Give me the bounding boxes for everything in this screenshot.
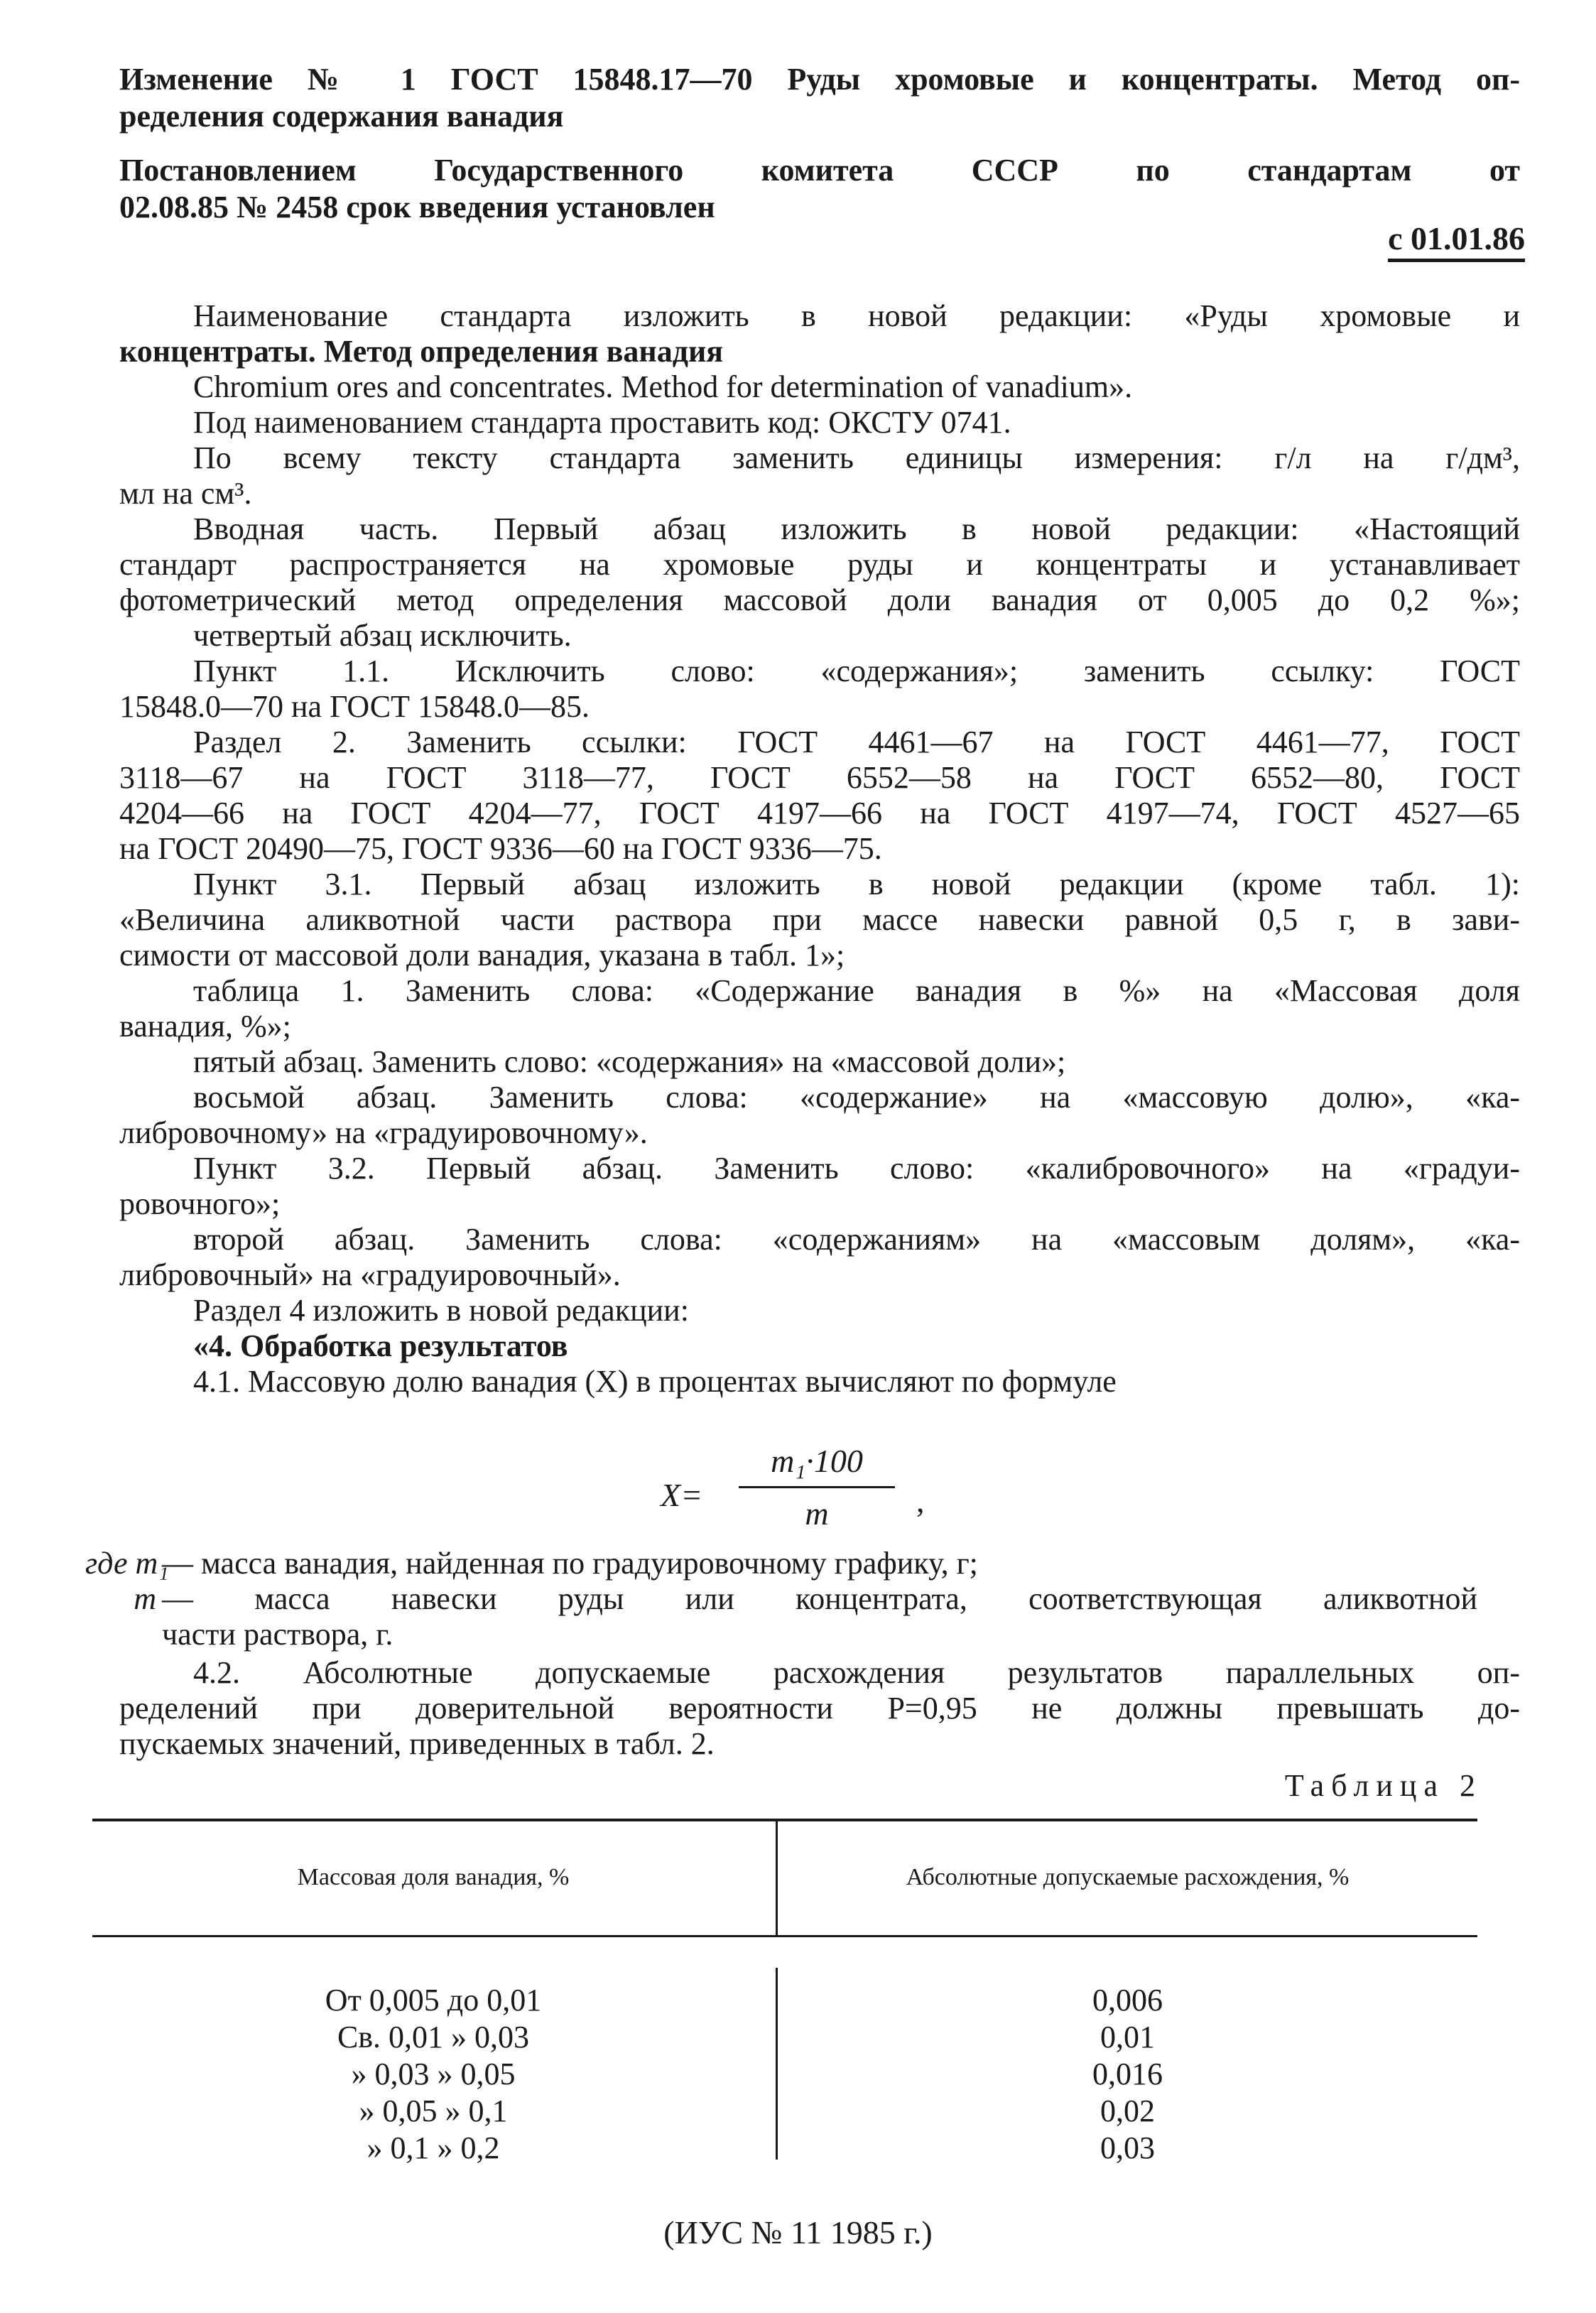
text-line: «Величина аликвотной части раствора при массе навески равной 0,5 г, в зави-	[119, 902, 1520, 937]
text-line: «4. Обработка результатов	[193, 1328, 568, 1363]
text-line: либровочный» на «градуировочный».	[119, 1257, 621, 1292]
text-line: пускаемых значений, приведенных в табл. 2.	[119, 1726, 715, 1761]
text-line: 15848.0—70 на ГОСТ 15848.0—85.	[119, 689, 590, 724]
text-line: По всему тексту стандарта заменить единицы измерения: г/л на г/дм³,	[193, 440, 1520, 475]
formula-legend	[85, 1546, 1477, 1652]
text-line: второй абзац. Заменить слова: «содержаниям» на «массовым долям», «ка-	[193, 1222, 1520, 1257]
text-line: ванадия, %»;	[119, 1009, 291, 1044]
text-line: Вводная часть. Первый абзац изложить в новой редакции: «Настоящий	[193, 511, 1520, 546]
document-title-line-2: ределения содержания ванадия	[119, 99, 564, 134]
text-line: Chromium ores and concentrates. Method for determination of vanadium».	[193, 369, 1133, 404]
table-cell-range: » 0,1 » 0,2	[367, 2130, 500, 2165]
table-cell-value: 0,006	[1092, 1983, 1163, 2017]
text-line: восьмой абзац. Заменить слова: «содержание» на «массовую долю», «ка-	[193, 1080, 1520, 1115]
text-line: Раздел 4 изложить в новой редакции:	[193, 1293, 689, 1328]
table-header-abs-discrepancy: Абсолютные допускаемые расхождения, %	[906, 1864, 1350, 1890]
table-top-rule	[92, 1819, 1477, 1821]
text-line: Пункт 1.1. Исключить слово: «содержания»; заменить ссылку: ГОСТ	[193, 654, 1520, 688]
table-cell-value: 0,02	[1100, 2093, 1155, 2128]
text-line: Пункт 3.2. Первый абзац. Заменить слово: «калибровочного» на «градуи-	[193, 1151, 1520, 1186]
legend-text: — масса ванадия, найденная по градуировочному графику, г;	[162, 1546, 978, 1581]
table-caption: Таблица 2	[1284, 1768, 1482, 1803]
text-line: 4204—66 на ГОСТ 4204—77, ГОСТ 4197—66 на ГОСТ 4197—74, ГОСТ 4527—65	[119, 796, 1520, 830]
text-line: Под наименованием стандарта проставить код: ОКСТУ 0741.	[193, 405, 1011, 440]
text-line: либровочному» на «градуировочному».	[119, 1115, 648, 1150]
text-line: Наименование стандарта изложить в новой редакции: «Руды хромовые и	[193, 298, 1520, 333]
legend-text: части раствора, г.	[162, 1617, 393, 1652]
text-line: Раздел 2. Заменить ссылки: ГОСТ 4461—67 на ГОСТ 4461—77, ГОСТ	[193, 725, 1520, 759]
text-line: на ГОСТ 20490—75, ГОСТ 9336—60 на ГОСТ 9336—75.	[119, 831, 882, 866]
legend-row	[85, 1546, 1477, 1581]
text-line: таблица 1. Заменить слова: «Содержание ванадия в %» на «Массовая доля	[193, 973, 1520, 1008]
text-line: 4.1. Массовую долю ванадия (X) в процентах вычисляют по формуле	[193, 1364, 1117, 1399]
table-cell-value: 0,03	[1100, 2130, 1155, 2165]
table-cell-value: 0,016	[1092, 2057, 1163, 2091]
legend-variable: где m₁	[85, 1546, 169, 1581]
legend-variable: m	[134, 1581, 156, 1616]
effective-date: с 01.01.86	[1388, 219, 1525, 262]
formula-denominator: m	[805, 1495, 829, 1532]
table-cell-range: Св. 0,01 » 0,03	[337, 2020, 530, 2054]
text-line: концентраты. Метод определения ванадия	[119, 334, 724, 369]
footer-reference: (ИУС № 11 1985 г.)	[663, 2214, 933, 2250]
decree-line-2: 02.08.85 № 2458 срок введения установлен	[119, 190, 715, 224]
text-line: 4.2. Абсолютные допускаемые расхождения результатов параллельных оп-	[193, 1655, 1520, 1690]
formula-numerator: m₁·100	[771, 1443, 863, 1479]
text-line: симости от массовой доли ванадия, указана в табл. 1»;	[119, 938, 845, 973]
fraction-bar	[739, 1486, 895, 1488]
text-line: четвертый абзац исключить.	[193, 618, 572, 653]
table-header-mass-fraction: Массовая доля ванадия, %	[297, 1864, 570, 1890]
table-cell-value: 0,01	[1100, 2020, 1155, 2054]
text-line: ровочного»;	[119, 1186, 281, 1221]
table-cell-range: » 0,05 » 0,1	[359, 2093, 508, 2128]
document-title-line-1: Изменение № 1 ГОСТ 15848.17—70 Руды хромовые и концентраты. Метод оп-	[119, 62, 1520, 97]
legend-text: — масса навески руды или концентрата, соответствующая аликвотной	[162, 1581, 1477, 1616]
decree-line-1: Постановлением Государственного комитета СССР по стандартам от	[119, 153, 1520, 188]
text-line: пятый абзац. Заменить слово: «содержания» на «массовой доли»;	[193, 1044, 1066, 1079]
paragraph-4-2	[119, 1655, 1520, 1762]
text-line: 3118—67 на ГОСТ 3118—77, ГОСТ 6552—58 на ГОСТ 6552—80, ГОСТ	[119, 760, 1520, 795]
text-line: Пункт 3.1. Первый абзац изложить в новой редакции (кроме табл. 1):	[193, 867, 1520, 901]
formula-lhs: X=	[661, 1477, 703, 1513]
amendment-text	[119, 298, 1520, 1399]
legend-row	[85, 1581, 1477, 1617]
text-line: стандарт распространяется на хромовые руды и концентраты и устанавливает	[119, 547, 1520, 582]
formula-comma: ,	[916, 1483, 925, 1519]
text-line: мл на см³.	[119, 476, 252, 511]
legend-row	[85, 1617, 1477, 1652]
table-cell-range: » 0,03 » 0,05	[351, 2057, 516, 2091]
text-line: ределений при доверительной вероятности P=0,95 не должны превышать до-	[119, 1691, 1520, 1726]
table-cell-range: От 0,005 до 0,01	[325, 1983, 542, 2017]
text-line: фотометрический метод определения массовой доли ванадия от 0,005 до 0,2 %»;	[119, 583, 1520, 617]
table-header-rule	[92, 1935, 1477, 1937]
